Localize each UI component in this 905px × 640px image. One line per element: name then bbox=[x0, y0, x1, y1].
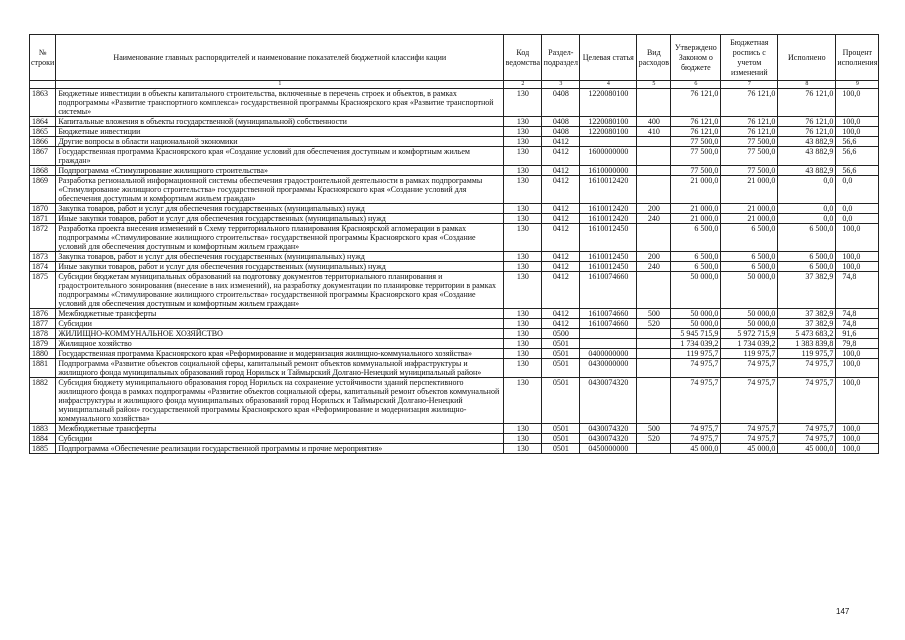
row-name: Разработка региональной информационной системы обеспечения градостроительной деятельности в рамках подпрограммы «Стимулирование жилищного строительства» государственной программы Красноярского края «Создание условий для обеспечения доступным и комфортным жильем граждан» bbox=[56, 176, 504, 204]
row-department-code: 130 bbox=[504, 204, 542, 214]
row-approved: 76 121,0 bbox=[671, 89, 721, 117]
row-name: ЖИЛИЩНО-КОММУНАЛЬНОЕ ХОЗЯЙСТВО bbox=[56, 329, 504, 339]
row-approved: 1 734 039,2 bbox=[671, 339, 721, 349]
row-target-article: 1610012450 bbox=[580, 224, 637, 252]
row-percent: 74,8 bbox=[836, 309, 879, 319]
row-section: 0408 bbox=[542, 117, 580, 127]
row-number: 1863 bbox=[30, 89, 56, 117]
row-name: Межбюджетные трансферты bbox=[56, 309, 504, 319]
row-percent: 100,0 bbox=[836, 117, 879, 127]
row-percent: 100,0 bbox=[836, 424, 879, 434]
row-target-article: 1610012450 bbox=[580, 262, 637, 272]
table-row bbox=[30, 137, 879, 147]
table-row bbox=[30, 434, 879, 444]
row-department-code: 130 bbox=[504, 378, 542, 424]
row-target-article: 1220080100 bbox=[580, 127, 637, 137]
row-percent: 100,0 bbox=[836, 262, 879, 272]
row-budget-schedule: 6 500,0 bbox=[721, 224, 778, 252]
row-executed: 43 882,9 bbox=[778, 137, 836, 147]
row-approved: 119 975,7 bbox=[671, 349, 721, 359]
row-budget-schedule: 74 975,7 bbox=[721, 434, 778, 444]
table-row bbox=[30, 262, 879, 272]
row-expense-type bbox=[637, 272, 671, 309]
row-number: 1883 bbox=[30, 424, 56, 434]
row-budget-schedule: 50 000,0 bbox=[721, 272, 778, 309]
page-number: 147 bbox=[836, 607, 850, 616]
row-executed: 76 121,0 bbox=[778, 127, 836, 137]
row-percent: 56,6 bbox=[836, 137, 879, 147]
row-percent: 100,0 bbox=[836, 444, 879, 454]
row-section: 0408 bbox=[542, 127, 580, 137]
header-target-article: Целевая статья bbox=[580, 35, 637, 81]
row-department-code: 130 bbox=[504, 339, 542, 349]
row-approved: 5 945 715,9 bbox=[671, 329, 721, 339]
row-section: 0408 bbox=[542, 89, 580, 117]
row-target-article: 0430074320 bbox=[580, 434, 637, 444]
table-row bbox=[30, 319, 879, 329]
row-department-code: 130 bbox=[504, 224, 542, 252]
row-target-article: 0430074320 bbox=[580, 424, 637, 434]
row-percent: 100,0 bbox=[836, 359, 879, 378]
row-section: 0412 bbox=[542, 319, 580, 329]
row-name: Субсидии bbox=[56, 434, 504, 444]
row-percent: 74,8 bbox=[836, 272, 879, 309]
header-row-number: № строки bbox=[30, 35, 56, 81]
row-budget-schedule: 76 121,0 bbox=[721, 89, 778, 117]
row-expense-type: 520 bbox=[637, 319, 671, 329]
col-number-2: 2 bbox=[504, 81, 542, 89]
row-number: 1871 bbox=[30, 214, 56, 224]
row-department-code: 130 bbox=[504, 262, 542, 272]
row-expense-type bbox=[637, 359, 671, 378]
row-percent: 0,0 bbox=[836, 214, 879, 224]
row-expense-type bbox=[637, 349, 671, 359]
row-target-article: 0430074320 bbox=[580, 378, 637, 424]
row-executed: 74 975,7 bbox=[778, 424, 836, 434]
row-executed: 37 382,9 bbox=[778, 309, 836, 319]
row-approved: 6 500,0 bbox=[671, 252, 721, 262]
row-name: Подпрограмма «Развитие объектов социальной сферы, капитальный ремонт объектов коммунальной инфраструктуры и жилищного фонда муниципальных образований город Норильск и Таймырский Долгано-Ненецкий муниципальный район» bbox=[56, 359, 504, 378]
row-number: 1884 bbox=[30, 434, 56, 444]
row-department-code: 130 bbox=[504, 349, 542, 359]
row-budget-schedule: 77 500,0 bbox=[721, 147, 778, 166]
row-department-code: 130 bbox=[504, 127, 542, 137]
row-target-article: 0400000000 bbox=[580, 349, 637, 359]
row-budget-schedule: 76 121,0 bbox=[721, 117, 778, 127]
row-number: 1875 bbox=[30, 272, 56, 309]
row-target-article: 1220080100 bbox=[580, 117, 637, 127]
col-number-1: 1 bbox=[56, 81, 504, 89]
row-expense-type: 400 bbox=[637, 117, 671, 127]
row-target-article: 0450000000 bbox=[580, 444, 637, 454]
table-row bbox=[30, 339, 879, 349]
row-number: 1865 bbox=[30, 127, 56, 137]
row-executed: 1 383 839,8 bbox=[778, 339, 836, 349]
row-section: 0412 bbox=[542, 147, 580, 166]
table-row bbox=[30, 272, 879, 309]
row-name: Подпрограмма «Обеспечение реализации государственной программы и прочие мероприятия» bbox=[56, 444, 504, 454]
row-budget-schedule: 1 734 039,2 bbox=[721, 339, 778, 349]
row-department-code: 130 bbox=[504, 319, 542, 329]
col-number-7: 7 bbox=[721, 81, 778, 89]
row-expense-type: 500 bbox=[637, 424, 671, 434]
row-expense-type: 200 bbox=[637, 204, 671, 214]
row-expense-type: 240 bbox=[637, 214, 671, 224]
row-executed: 6 500,0 bbox=[778, 252, 836, 262]
row-section: 0412 bbox=[542, 252, 580, 262]
row-approved: 50 000,0 bbox=[671, 272, 721, 309]
row-target-article: 1610074660 bbox=[580, 272, 637, 309]
table-row bbox=[30, 309, 879, 319]
row-percent: 100,0 bbox=[836, 378, 879, 424]
row-percent: 100,0 bbox=[836, 349, 879, 359]
row-approved: 50 000,0 bbox=[671, 319, 721, 329]
budget-table-container bbox=[29, 34, 879, 454]
row-number: 1876 bbox=[30, 309, 56, 319]
col-number-8: 8 bbox=[778, 81, 836, 89]
row-budget-schedule: 74 975,7 bbox=[721, 378, 778, 424]
row-number: 1869 bbox=[30, 176, 56, 204]
row-department-code: 130 bbox=[504, 117, 542, 127]
row-name: Бюджетные инвестиции в объекты капитального строительства, включенные в перечень строек и объектов, в рамках подпрограммы «Развитие транспортного комплекса» государственной программы Красноярского края «Развитие транспортной системы» bbox=[56, 89, 504, 117]
table-row bbox=[30, 224, 879, 252]
col-number-6: 6 bbox=[671, 81, 721, 89]
row-executed: 74 975,7 bbox=[778, 359, 836, 378]
row-budget-schedule: 21 000,0 bbox=[721, 204, 778, 214]
col-number-3: 3 bbox=[542, 81, 580, 89]
row-name: Иные закупки товаров, работ и услуг для обеспечения государственных (муниципальных) нужд bbox=[56, 262, 504, 272]
row-number: 1877 bbox=[30, 319, 56, 329]
row-approved: 6 500,0 bbox=[671, 262, 721, 272]
row-name: Межбюджетные трансферты bbox=[56, 424, 504, 434]
row-budget-schedule: 77 500,0 bbox=[721, 137, 778, 147]
row-expense-type: 410 bbox=[637, 127, 671, 137]
row-budget-schedule: 77 500,0 bbox=[721, 166, 778, 176]
row-section: 0501 bbox=[542, 349, 580, 359]
row-approved: 76 121,0 bbox=[671, 117, 721, 127]
row-percent: 56,6 bbox=[836, 147, 879, 166]
col-number-4: 4 bbox=[580, 81, 637, 89]
row-budget-schedule: 21 000,0 bbox=[721, 176, 778, 204]
row-section: 0501 bbox=[542, 424, 580, 434]
row-target-article: 1610012420 bbox=[580, 214, 637, 224]
row-approved: 74 975,7 bbox=[671, 424, 721, 434]
row-budget-schedule: 50 000,0 bbox=[721, 309, 778, 319]
row-budget-schedule: 45 000,0 bbox=[721, 444, 778, 454]
header-name: Наименование главных распорядителей и наименование показателей бюджетной классифи кации bbox=[56, 35, 504, 81]
row-number: 1864 bbox=[30, 117, 56, 127]
row-number: 1885 bbox=[30, 444, 56, 454]
row-executed: 0,0 bbox=[778, 176, 836, 204]
row-section: 0412 bbox=[542, 204, 580, 214]
row-budget-schedule: 6 500,0 bbox=[721, 262, 778, 272]
row-executed: 43 882,9 bbox=[778, 166, 836, 176]
row-number: 1868 bbox=[30, 166, 56, 176]
row-department-code: 130 bbox=[504, 176, 542, 204]
row-expense-type: 500 bbox=[637, 309, 671, 319]
row-department-code: 130 bbox=[504, 309, 542, 319]
row-expense-type bbox=[637, 176, 671, 204]
row-name: Закупка товаров, работ и услуг для обеспечения государственных (муниципальных) нужд bbox=[56, 204, 504, 214]
row-executed: 5 473 683,2 bbox=[778, 329, 836, 339]
row-department-code: 130 bbox=[504, 359, 542, 378]
row-name: Другие вопросы в области национальной экономики bbox=[56, 137, 504, 147]
row-expense-type bbox=[637, 378, 671, 424]
row-name: Государственная программа Красноярского края «Реформирование и модернизация жилищно-коммунального хозяйства» bbox=[56, 349, 504, 359]
row-name: Субсидия бюджету муниципального образования город Норильск на сохранение устойчивости зданий перспективного жилищного фонда в рамках подпрограммы «Развитие объектов социальной сферы, капитальный ремонт объектов коммунальной инфраструктуры и жилищного фонда муниципальных образований город Норильск и Таймырский Долгано-Ненецкий муниципальный район» государственной программы Красноярского края «Реформирование и модернизация жилищно-коммунального хозяйства» bbox=[56, 378, 504, 424]
row-section: 0501 bbox=[542, 378, 580, 424]
row-approved: 77 500,0 bbox=[671, 166, 721, 176]
row-name: Закупка товаров, работ и услуг для обеспечения государственных (муниципальных) нужд bbox=[56, 252, 504, 262]
row-number: 1867 bbox=[30, 147, 56, 166]
row-section: 0501 bbox=[542, 359, 580, 378]
row-percent: 74,8 bbox=[836, 319, 879, 329]
row-expense-type bbox=[637, 147, 671, 166]
row-percent: 0,0 bbox=[836, 204, 879, 214]
table-row bbox=[30, 349, 879, 359]
row-budget-schedule: 50 000,0 bbox=[721, 319, 778, 329]
table-row bbox=[30, 214, 879, 224]
row-target-article: 1610012420 bbox=[580, 204, 637, 214]
row-department-code: 130 bbox=[504, 166, 542, 176]
row-number: 1870 bbox=[30, 204, 56, 214]
row-target-article: 0430000000 bbox=[580, 359, 637, 378]
row-approved: 77 500,0 bbox=[671, 147, 721, 166]
row-department-code: 130 bbox=[504, 147, 542, 166]
row-name: Субсидии бюджетам муниципальных образований на подготовку документов территориального планирования и градостроительного зонирования (внесение в них изменений), на разработку документации по планировке территории в рамках подпрограммы «Стимулирование жилищного строительства» государственной программы Красноярского края «Создание условий для обеспечения доступным и комфортным жильем граждан» bbox=[56, 272, 504, 309]
row-expense-type bbox=[637, 166, 671, 176]
row-budget-schedule: 21 000,0 bbox=[721, 214, 778, 224]
row-approved: 77 500,0 bbox=[671, 137, 721, 147]
header-department-code: Код ведомства bbox=[504, 35, 542, 81]
row-name: Подпрограмма «Стимулирование жилищного строительства» bbox=[56, 166, 504, 176]
table-row bbox=[30, 127, 879, 137]
row-section: 0501 bbox=[542, 444, 580, 454]
row-percent: 100,0 bbox=[836, 252, 879, 262]
row-expense-type bbox=[637, 89, 671, 117]
row-number: 1882 bbox=[30, 378, 56, 424]
row-executed: 76 121,0 bbox=[778, 89, 836, 117]
row-expense-type: 200 bbox=[637, 252, 671, 262]
row-target-article: 1610012420 bbox=[580, 176, 637, 204]
row-department-code: 130 bbox=[504, 444, 542, 454]
col-number-5: 5 bbox=[637, 81, 671, 89]
row-percent: 100,0 bbox=[836, 224, 879, 252]
row-number: 1879 bbox=[30, 339, 56, 349]
row-expense-type bbox=[637, 137, 671, 147]
header-percent: Процент исполнения bbox=[836, 35, 879, 81]
row-approved: 50 000,0 bbox=[671, 309, 721, 319]
row-executed: 6 500,0 bbox=[778, 262, 836, 272]
row-name: Государственная программа Красноярского края «Создание условий для обеспечения доступным и комфортным жильем граждан» bbox=[56, 147, 504, 166]
row-executed: 37 382,9 bbox=[778, 319, 836, 329]
row-percent: 79,8 bbox=[836, 339, 879, 349]
row-approved: 21 000,0 bbox=[671, 214, 721, 224]
row-section: 0501 bbox=[542, 434, 580, 444]
col-number-9: 9 bbox=[836, 81, 879, 89]
row-section: 0412 bbox=[542, 272, 580, 309]
row-target-article: 1610000000 bbox=[580, 166, 637, 176]
table-row bbox=[30, 252, 879, 262]
row-executed: 76 121,0 bbox=[778, 117, 836, 127]
row-target-article bbox=[580, 339, 637, 349]
row-name: Иные закупки товаров, работ и услуг для обеспечения государственных (муниципальных) нужд bbox=[56, 214, 504, 224]
row-department-code: 130 bbox=[504, 424, 542, 434]
row-expense-type bbox=[637, 224, 671, 252]
header-executed: Исполнено bbox=[778, 35, 836, 81]
row-number: 1872 bbox=[30, 224, 56, 252]
row-percent: 56,6 bbox=[836, 166, 879, 176]
table-row bbox=[30, 329, 879, 339]
table-row bbox=[30, 176, 879, 204]
row-budget-schedule: 5 972 715,9 bbox=[721, 329, 778, 339]
row-name: Бюджетные инвестиции bbox=[56, 127, 504, 137]
row-number: 1873 bbox=[30, 252, 56, 262]
row-target-article bbox=[580, 329, 637, 339]
row-budget-schedule: 76 121,0 bbox=[721, 127, 778, 137]
row-executed: 6 500,0 bbox=[778, 224, 836, 252]
table-row bbox=[30, 444, 879, 454]
row-name: Субсидии bbox=[56, 319, 504, 329]
row-number: 1881 bbox=[30, 359, 56, 378]
row-executed: 0,0 bbox=[778, 204, 836, 214]
row-executed: 45 000,0 bbox=[778, 444, 836, 454]
row-number: 1878 bbox=[30, 329, 56, 339]
header-approved: Утверждено Законом о бюджете bbox=[671, 35, 721, 81]
row-number: 1880 bbox=[30, 349, 56, 359]
row-percent: 0,0 bbox=[836, 176, 879, 204]
row-approved: 45 000,0 bbox=[671, 444, 721, 454]
row-percent: 100,0 bbox=[836, 434, 879, 444]
row-section: 0412 bbox=[542, 137, 580, 147]
row-executed: 119 975,7 bbox=[778, 349, 836, 359]
row-section: 0501 bbox=[542, 339, 580, 349]
row-expense-type bbox=[637, 329, 671, 339]
row-section: 0412 bbox=[542, 214, 580, 224]
row-expense-type: 240 bbox=[637, 262, 671, 272]
row-target-article bbox=[580, 137, 637, 147]
row-budget-schedule: 119 975,7 bbox=[721, 349, 778, 359]
row-percent: 100,0 bbox=[836, 89, 879, 117]
row-executed: 74 975,7 bbox=[778, 434, 836, 444]
row-section: 0412 bbox=[542, 309, 580, 319]
row-department-code: 130 bbox=[504, 214, 542, 224]
row-percent: 100,0 bbox=[836, 127, 879, 137]
row-approved: 74 975,7 bbox=[671, 378, 721, 424]
row-department-code: 130 bbox=[504, 137, 542, 147]
table-row bbox=[30, 147, 879, 166]
row-section: 0412 bbox=[542, 262, 580, 272]
row-approved: 21 000,0 bbox=[671, 176, 721, 204]
row-expense-type: 520 bbox=[637, 434, 671, 444]
table-row bbox=[30, 359, 879, 378]
row-expense-type bbox=[637, 444, 671, 454]
row-target-article: 1610074660 bbox=[580, 319, 637, 329]
row-executed: 43 882,9 bbox=[778, 147, 836, 166]
table-row bbox=[30, 378, 879, 424]
budget-execution-table bbox=[29, 34, 879, 454]
row-expense-type bbox=[637, 339, 671, 349]
row-number: 1874 bbox=[30, 262, 56, 272]
row-approved: 74 975,7 bbox=[671, 434, 721, 444]
table-row bbox=[30, 424, 879, 434]
row-name: Разработка проекта внесения изменений в Схему территориального планирования Красноярской агломерации в рамках подпрограммы «Стимулирование жилищного строительства» государственной программы Красноярского края «Создание условий для обеспечения доступным и комфортным жильем граждан» bbox=[56, 224, 504, 252]
row-department-code: 130 bbox=[504, 89, 542, 117]
row-approved: 21 000,0 bbox=[671, 204, 721, 214]
row-target-article: 1600000000 bbox=[580, 147, 637, 166]
row-approved: 74 975,7 bbox=[671, 359, 721, 378]
row-section: 0412 bbox=[542, 176, 580, 204]
col-number-0 bbox=[30, 81, 56, 89]
row-target-article: 1220080100 bbox=[580, 89, 637, 117]
row-department-code: 130 bbox=[504, 434, 542, 444]
row-department-code: 130 bbox=[504, 252, 542, 262]
table-row bbox=[30, 89, 879, 117]
header-section: Раздел- подраздел bbox=[542, 35, 580, 81]
row-name: Жилищное хозяйство bbox=[56, 339, 504, 349]
row-approved: 6 500,0 bbox=[671, 224, 721, 252]
row-section: 0412 bbox=[542, 224, 580, 252]
row-executed: 37 382,9 bbox=[778, 272, 836, 309]
row-target-article: 1610012450 bbox=[580, 252, 637, 262]
row-department-code: 130 bbox=[504, 329, 542, 339]
row-budget-schedule: 74 975,7 bbox=[721, 359, 778, 378]
row-section: 0412 bbox=[542, 166, 580, 176]
table-row bbox=[30, 117, 879, 127]
row-number: 1866 bbox=[30, 137, 56, 147]
row-budget-schedule: 74 975,7 bbox=[721, 424, 778, 434]
row-executed: 0,0 bbox=[778, 214, 836, 224]
table-row bbox=[30, 204, 879, 214]
table-row bbox=[30, 166, 879, 176]
row-department-code: 130 bbox=[504, 272, 542, 309]
row-section: 0500 bbox=[542, 329, 580, 339]
table-body bbox=[30, 89, 879, 454]
row-budget-schedule: 6 500,0 bbox=[721, 252, 778, 262]
header-expense-type: Вид расходов bbox=[637, 35, 671, 81]
header-budget-schedule: Бюджетная роспись с учетом изменений bbox=[721, 35, 778, 81]
row-approved: 76 121,0 bbox=[671, 127, 721, 137]
row-name: Капитальные вложения в объекты государственной (муниципальной) собственности bbox=[56, 117, 504, 127]
row-percent: 91,6 bbox=[836, 329, 879, 339]
row-executed: 74 975,7 bbox=[778, 378, 836, 424]
row-target-article: 1610074660 bbox=[580, 309, 637, 319]
